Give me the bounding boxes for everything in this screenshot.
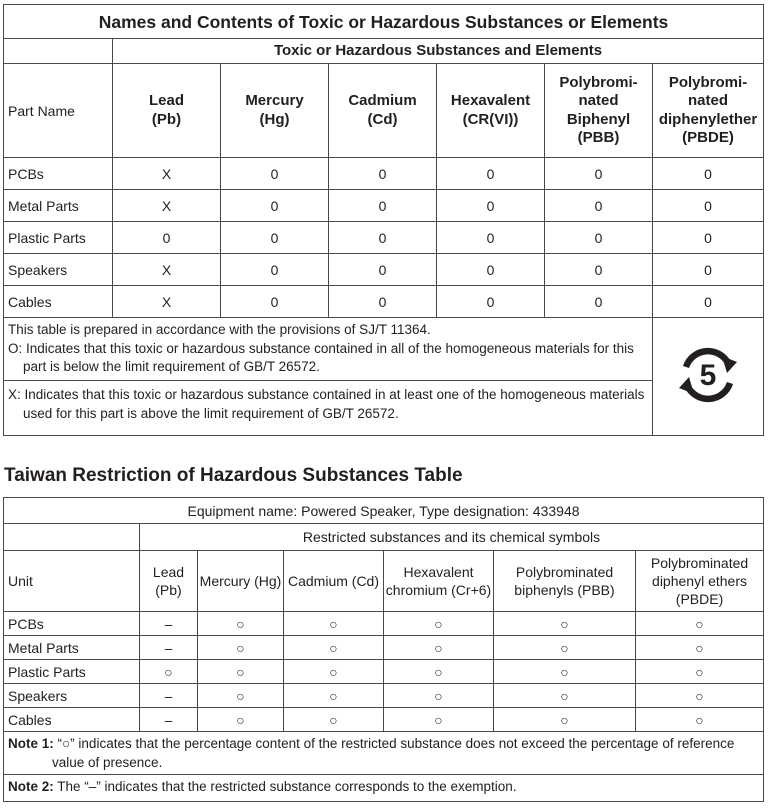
table-cell: 0: [221, 222, 329, 254]
table-cell: ○: [494, 708, 636, 732]
column-header-pbde: Polybrominated diphenyl ethers (PBDE): [636, 551, 764, 612]
table-cell: ○: [384, 684, 494, 708]
table-cell: ○: [284, 684, 384, 708]
column-header-cadmium: Cadmium (Cd): [329, 64, 437, 158]
column-header-pbb: Polybrominated biphenyls (PBB): [494, 551, 636, 612]
table-cell: ○: [636, 684, 764, 708]
table-cell: 0: [653, 286, 764, 318]
unit-header: Unit: [4, 551, 140, 612]
table-cell: 0: [437, 190, 545, 222]
table-cell: X: [113, 190, 221, 222]
table-cell: ○: [140, 660, 198, 684]
table-cell: ○: [636, 660, 764, 684]
table-cell: 0: [221, 254, 329, 286]
table-cell: 0: [329, 222, 437, 254]
table-cell: ○: [384, 708, 494, 732]
equipment-name: Equipment name: Powered Speaker, Type designation: 433948: [4, 498, 764, 524]
row-label: PCBs: [4, 612, 140, 636]
column-header-lead: Lead (Pb): [113, 64, 221, 158]
table-cell: 0: [545, 286, 653, 318]
table-row: [4, 684, 764, 708]
table-cell: 0: [545, 222, 653, 254]
table1-note-x-text: X: Indicates that this toxic or hazardous substance contained in at least one of the homogeneous materials used for this part is above the limit requirement of GB/T 26572.: [8, 387, 645, 421]
table-cell: 0: [437, 286, 545, 318]
taiwan-rohs-table: [3, 497, 764, 802]
row-label: PCBs: [4, 158, 113, 190]
row-label: Plastic Parts: [4, 660, 140, 684]
row-label: Speakers: [4, 684, 140, 708]
column-header-cadmium: Cadmium (Cd): [284, 551, 384, 612]
table-cell: 0: [329, 190, 437, 222]
row-label: Metal Parts: [4, 190, 113, 222]
table-cell: 0: [545, 158, 653, 190]
table-cell: ○: [284, 612, 384, 636]
row-label: Cables: [4, 708, 140, 732]
table-cell: X: [113, 158, 221, 190]
table2-note-1: [4, 732, 764, 775]
table-cell: ○: [384, 636, 494, 660]
column-header-hexavalent: Hexavalent (CR(VI)): [437, 64, 545, 158]
table1-note-o-text: O: Indicates that this toxic or hazardous substance contained in all of the homogeneous materials for this part is below the limit requirement of GB/T 26572.: [8, 340, 634, 374]
table-cell: 0: [437, 222, 545, 254]
row-label: Speakers: [4, 254, 113, 286]
table-row: [4, 708, 764, 732]
table-cell: 0: [653, 190, 764, 222]
table-cell: ○: [198, 660, 284, 684]
table1-note-o: [4, 318, 653, 381]
table-cell: ○: [494, 636, 636, 660]
table-cell: ○: [384, 660, 494, 684]
table2-empty-corner: [4, 524, 140, 551]
table-cell: 0: [221, 190, 329, 222]
table2-note-2: [4, 775, 764, 802]
hazardous-substances-table: [3, 4, 764, 436]
column-header-mercury: Mercury (Hg): [221, 64, 329, 158]
table-cell: 0: [113, 222, 221, 254]
table-cell: X: [113, 254, 221, 286]
note1-label: Note 1:: [8, 736, 54, 751]
table-cell: 0: [221, 286, 329, 318]
table-cell: ○: [284, 636, 384, 660]
table-row: [4, 158, 764, 190]
table-row: [4, 286, 764, 318]
table-cell: ○: [494, 612, 636, 636]
table-row: [4, 222, 764, 254]
table-row: [4, 636, 764, 660]
table1-empty-corner: [4, 39, 113, 64]
table1-group-header: Toxic or Hazardous Substances and Elements: [113, 39, 764, 64]
row-label: Metal Parts: [4, 636, 140, 660]
table-cell: 0: [653, 222, 764, 254]
column-header-pbb: Polybromi- nated Biphenyl (PBB): [545, 64, 653, 158]
table-row: [4, 612, 764, 636]
column-header-lead: Lead (Pb): [140, 551, 198, 612]
table-cell: –: [140, 684, 198, 708]
table-cell: X: [113, 286, 221, 318]
table-cell: 0: [221, 158, 329, 190]
table-cell: –: [140, 708, 198, 732]
table-cell: ○: [636, 612, 764, 636]
table-cell: 0: [653, 158, 764, 190]
table-cell: ○: [494, 660, 636, 684]
table-cell: 0: [329, 286, 437, 318]
table1-note-x: [4, 381, 653, 436]
table-cell: 0: [653, 254, 764, 286]
table-row: [4, 254, 764, 286]
table-cell: 0: [545, 190, 653, 222]
efup-5-number: 5: [699, 358, 717, 392]
table-cell: –: [140, 636, 198, 660]
table-cell: –: [140, 612, 198, 636]
taiwan-table-title: Taiwan Restriction of Hazardous Substances Table: [4, 465, 463, 486]
table-cell: ○: [284, 660, 384, 684]
row-label: Cables: [4, 286, 113, 318]
note1-text: “○” indicates that the percentage content of the restricted substance does not exceed the percentage of reference value of presence.: [52, 736, 735, 770]
row-label: Plastic Parts: [4, 222, 113, 254]
table-cell: ○: [198, 636, 284, 660]
table-cell: ○: [494, 684, 636, 708]
table-cell: ○: [636, 636, 764, 660]
table-cell: 0: [437, 158, 545, 190]
column-header-hexavalent-chromium: Hexavalent chromium (Cr+6): [384, 551, 494, 612]
table-cell: ○: [636, 708, 764, 732]
note2-text: The “–” indicates that the restricted substance corresponds to the exemption.: [57, 779, 517, 794]
table-cell: ○: [284, 708, 384, 732]
table-cell: 0: [329, 254, 437, 286]
column-header-pbde: Polybromi- nated diphenylether (PBDE): [653, 64, 764, 158]
note2-label: Note 2:: [8, 779, 54, 794]
table-cell: 0: [545, 254, 653, 286]
efup-logo-cell: [653, 318, 764, 436]
column-header-mercury: Mercury (Hg): [198, 551, 284, 612]
table-cell: ○: [384, 612, 494, 636]
table-row: [4, 190, 764, 222]
table-cell: ○: [198, 684, 284, 708]
table-cell: 0: [329, 158, 437, 190]
table1-note-provisions: This table is prepared in accordance with the provisions of SJ/T 11364.: [8, 322, 431, 337]
table-cell: ○: [198, 708, 284, 732]
part-name-header: Part Name: [4, 64, 113, 158]
efup-5-icon: [672, 339, 744, 411]
table1-title: Names and Contents of Toxic or Hazardous Substances or Elements: [4, 5, 764, 39]
table-cell: ○: [198, 612, 284, 636]
table-cell: 0: [437, 254, 545, 286]
table2-group-header: Restricted substances and its chemical symbols: [140, 524, 764, 551]
table-row: [4, 660, 764, 684]
